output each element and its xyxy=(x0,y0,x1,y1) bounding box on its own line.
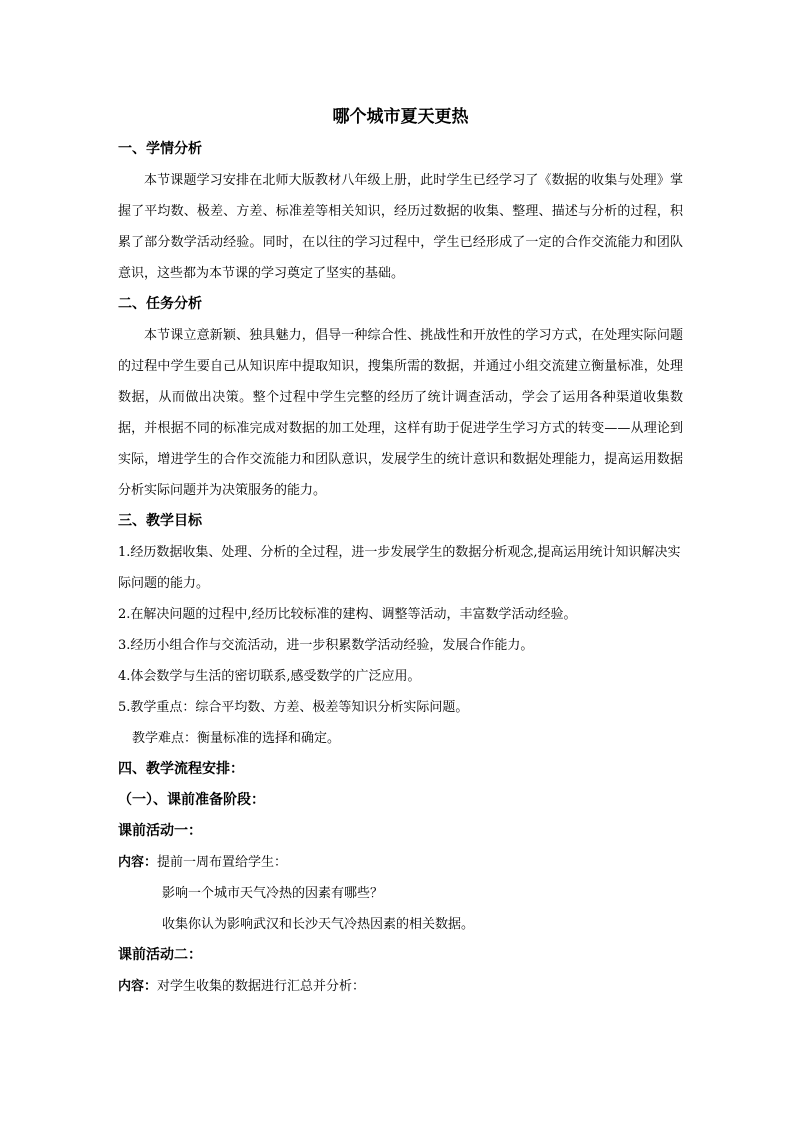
goal-item-1: 1.经历数据收集、处理、分析的全过程，进一步发展学生的数据分析观念,提高运用统计知识解决实际问题的能力。 xyxy=(118,545,681,591)
goal-item-4: 4.体会数学与生活的密切联系,感受数学的广泛应用。 xyxy=(118,669,421,684)
stage-heading-preparation: （一）、课前准备阶段： xyxy=(118,792,265,808)
activity-1-content-label: 内容： xyxy=(118,855,158,870)
goal-difficulty: 教学难点：衡量标准的选择和确定。 xyxy=(132,731,341,746)
activity-2-content-label: 内容： xyxy=(118,979,158,994)
activity-2-content-text: 对学生收集的数据进行汇总并分析： xyxy=(157,979,366,994)
goal-item-3: 3.经历小组合作与交流活动，进一步积累数学活动经验，发展合作能力。 xyxy=(118,638,534,653)
goal-item-2: 2.在解决问题的过程中,经历比较标准的建构、调整等活动，丰富数学活动经验。 xyxy=(118,607,577,622)
section-heading-learning-analysis: 一、学情分析 xyxy=(118,141,202,157)
activity-1-content-text: 提前一周布置给学生： xyxy=(157,855,288,870)
activity-1-label: 课前活动一： xyxy=(118,823,202,839)
section-heading-teaching-flow: 四、教学流程安排： xyxy=(118,761,244,777)
goal-item-5: 5.教学重点：综合平均数、方差、极差等知识分析实际问题。 xyxy=(118,700,469,715)
document-content xyxy=(118,100,683,1002)
section-heading-task-analysis: 二、任务分析 xyxy=(118,296,202,312)
document-title: 哪个城市夏天更热 xyxy=(332,107,469,127)
activity-1-line-1: 影响一个城市天气冷热的因素有哪些？ xyxy=(162,886,384,901)
activity-1-line-2: 收集你认为影响武汉和长沙天气冷热因素的相关数据。 xyxy=(162,917,475,932)
activity-1-content xyxy=(118,847,683,878)
activity-2-label: 课前活动二： xyxy=(118,947,202,963)
section-heading-teaching-goals: 三、教学目标 xyxy=(118,513,202,529)
section-body-learning-analysis: 本节课题学习安排在北师大版教材八年级上册，此时学生已经学习了《数据的收集与处理》掌握了平均数、极差、方差、标准差等相关知识，经历过数据的收集、整理、描述与分析的过程，积累了部分数学活动经验。同时，在以往的学习过程中，学生已经形成了一定的合作交流能力和团队意识，这些都为本节课的学习奠定了坚实的基础。 xyxy=(118,173,683,281)
activity-2-content xyxy=(118,971,683,1002)
section-body-task-analysis: 本节课立意新颖、独具魅力，倡导一种综合性、挑战性和开放性的学习方式，在处理实际问题的过程中学生要自己从知识库中提取知识，搜集所需的数据，并通过小组交流建立衡量标准，处理数据，从而做出决策。整个过程中学生完整的经历了统计调查活动，学会了运用各种渠道收集数据，并根据不同的标准完成对数据的加工处理，这样有助于促进学生学习方式的转变——从理论到实际，增进学生的合作交流能力和团队意识，发展学生的统计意识和数据处理能力，提高运用数据分析实际问题并为决策服务的能力。 xyxy=(118,328,683,498)
